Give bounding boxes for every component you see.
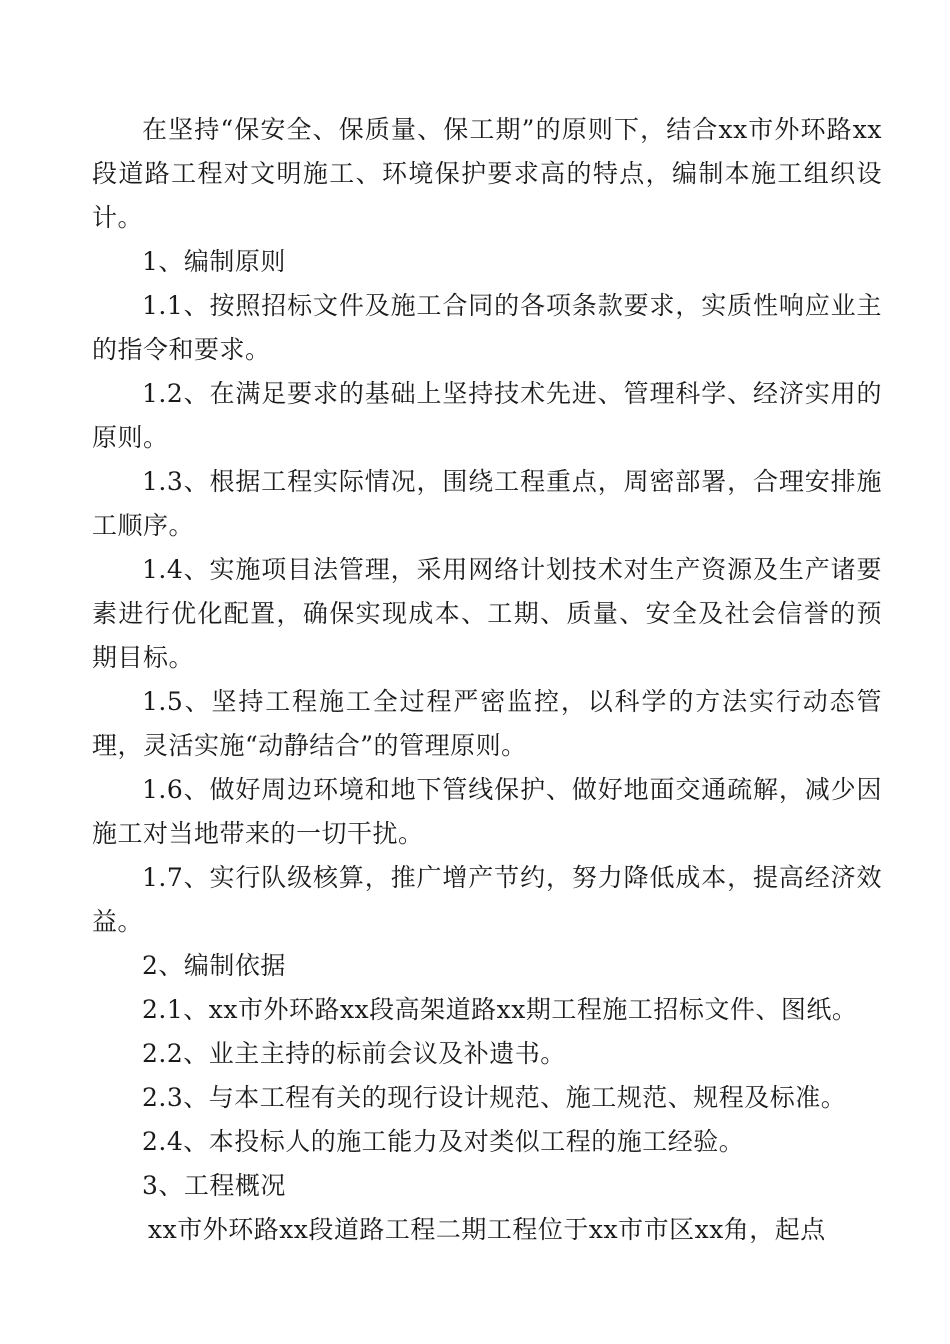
section-2-heading: 2、编制依据: [142, 951, 286, 980]
section-1-heading: 1、编制原则: [142, 247, 286, 276]
document-body: [92, 108, 882, 1252]
section-3-paragraph: xx市外环路xx段道路工程二期工程位于xx市市区xx角，起点: [148, 1215, 826, 1244]
section-1-item-1: 1.1、按照招标文件及施工合同的各项条款要求，实质性响应业主的指令和要求。: [92, 291, 882, 364]
section-1-item-4: 1.4、实施项目法管理，采用网络计划技术对生产资源及生产诸要素进行优化配置，确保实现成本、工期、质量、安全及社会信誉的预期目标。: [92, 555, 882, 672]
section-2-item-1: 2.1、xx市外环路xx段高架道路xx期工程施工招标文件、图纸。: [142, 995, 858, 1024]
intro-paragraph: 在坚持“保安全、保质量、保工期”的原则下，结合xx市外环路xx段道路工程对文明施工、环境保护要求高的特点，编制本施工组织设计。: [92, 115, 882, 232]
section-2-item-2: 2.2、业主主持的标前会议及补遗书。: [142, 1039, 566, 1068]
section-2-item-4: 2.4、本投标人的施工能力及对类似工程的施工经验。: [142, 1127, 745, 1156]
section-3-heading: 3、工程概况: [142, 1171, 286, 1200]
section-1-item-6: 1.6、做好周边环境和地下管线保护、做好地面交通疏解，减少因施工对当地带来的一切干扰。: [92, 775, 882, 848]
section-1-item-3: 1.3、根据工程实际情况，围绕工程重点，周密部署，合理安排施工顺序。: [92, 467, 882, 540]
section-2-item-3: 2.3、与本工程有关的现行设计规范、施工规范、规程及标准。: [142, 1083, 847, 1112]
section-1-item-7: 1.7、实行队级核算，推广增产节约，努力降低成本，提高经济效益。: [92, 863, 882, 936]
section-1-item-2: 1.2、在满足要求的基础上坚持技术先进、管理科学、经济实用的原则。: [92, 379, 882, 452]
section-1-item-5: 1.5、坚持工程施工全过程严密监控，以科学的方法实行动态管理，灵活实施“动静结合”的管理原则。: [92, 687, 882, 760]
